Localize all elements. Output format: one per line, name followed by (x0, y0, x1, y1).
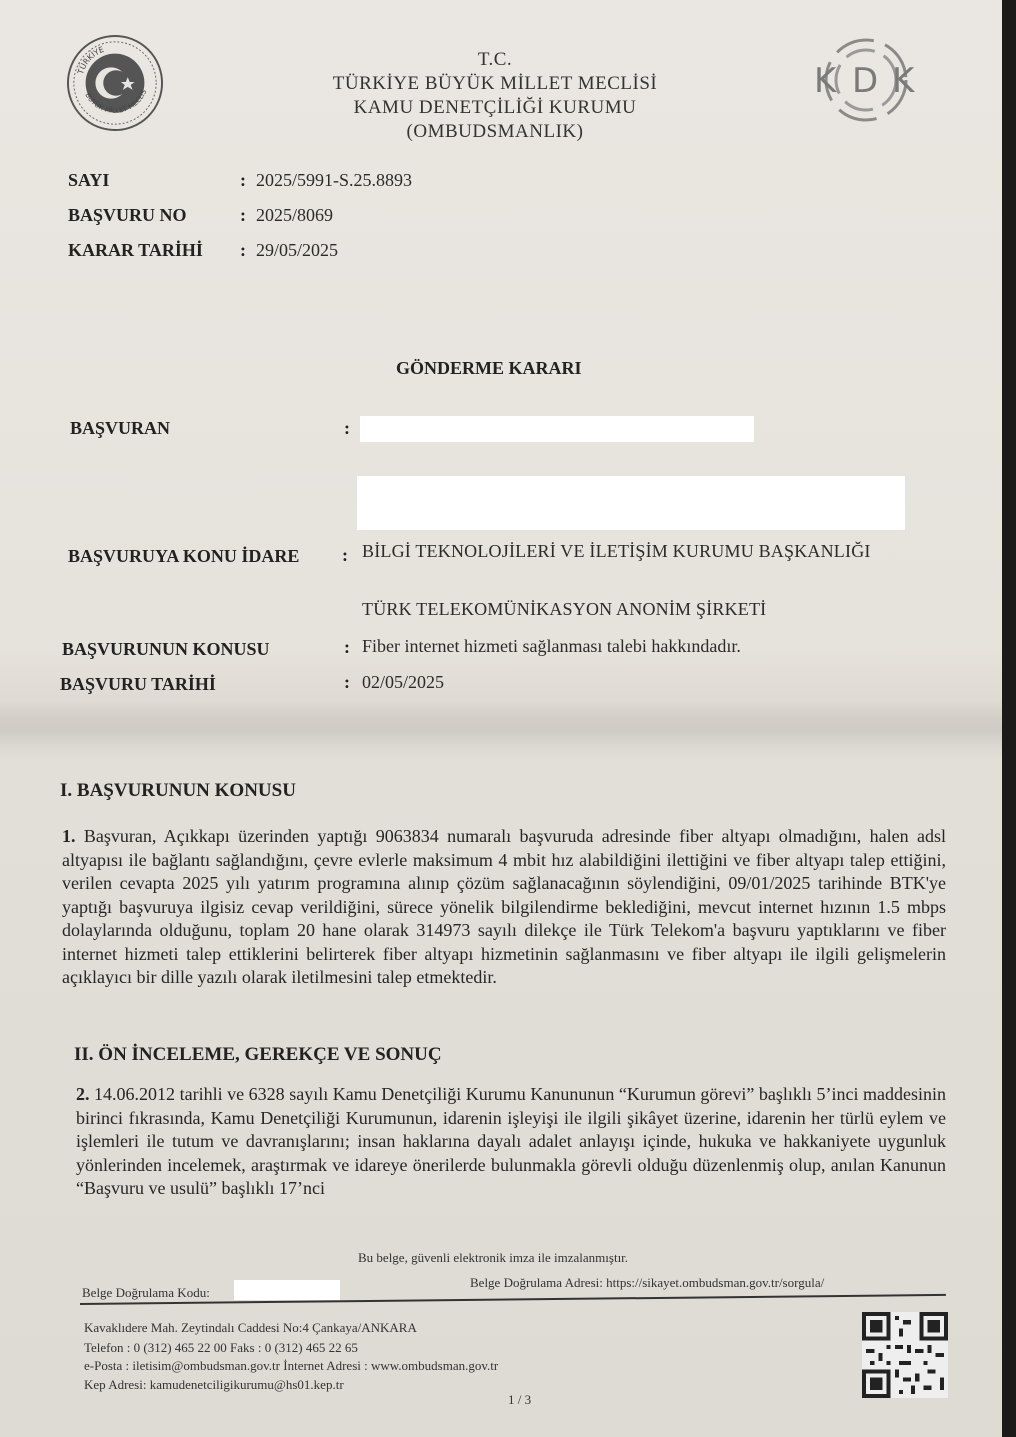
section2-paragraph (76, 1083, 946, 1201)
colon: : (240, 240, 246, 260)
konusu-value: Fiber internet hizmeti sağlanması talebi hakkındadır. (362, 636, 741, 656)
svg-text:K: K (892, 61, 915, 101)
redacted-verification-code (234, 1280, 340, 1300)
header-tbmm: TÜRKİYE BÜYÜK MİLLET MECLİSİ (332, 73, 658, 94)
institution-header (300, 48, 690, 144)
redacted-applicant-address (357, 476, 905, 530)
svg-text:BÜYÜK MİLLET MECLİSİ: BÜYÜK MİLLET MECLİS (83, 88, 149, 115)
background-edge (1002, 0, 1016, 1437)
basvuran-label: BAŞVURAN (70, 418, 171, 438)
section1-text: Başvuran, Açıkkapı üzerinden yaptığı 9063834 numaralı başvuruda adresinde fiber altyapı olmadığını, halen adsl altyapısı ile bağlantı sağlandığını, çevre evlerle maksimum 4 mbit hız alabildiğini ilettiğini ve fiber altyapı talep ettiğini, verilen cevapta 2025 yılı yatırım programına alınıp çözüm sağlanacağının söylendiğini, 09/01/2025 tarihinde BTK'ye yaptığı başvuruya ilgisiz cevap verildiğini, sürece yönelik bilgilendirme beklediğini, mevcut internet hızının 1.5 mbps dolaylarında olduğunu, toplam 20 hane olarak 314973 sayılı dilekçe ile Türk Telekom'a başvuru yaptıklarını ve fiber internet hizmeti talep ettiklerini belirterek fiber altyapı hizmetinin sağlanmasını ve fiber altyapı ile ilgili gelişmelerin açıklayıcı bir dille yazılı olarak iletilmesini talep etmektedir. (62, 826, 947, 987)
colon: : (344, 637, 350, 657)
verification-code-label: Belge Doğrulama Kodu: (82, 1285, 210, 1300)
phone-fax: Telefon : 0 (312) 465 22 00 Faks : 0 (312) 465 22 65 (84, 1340, 358, 1355)
footer-divider (80, 1294, 946, 1305)
page-number: 1 / 3 (508, 1392, 532, 1407)
svg-text:TÜRKİYE: TÜRKİYE (75, 44, 106, 76)
section1-heading: I. BAŞVURUNUN KONUSU (60, 780, 296, 801)
sayi-label: SAYI (68, 170, 110, 190)
paper-fold (0, 700, 1002, 760)
verification-address: Belge Doğrulama Adresi: https://sikayet.ombudsman.gov.tr/sorgula/ (470, 1275, 825, 1290)
colon: : (344, 418, 350, 438)
basvuru-no-label: BAŞVURU NO (68, 205, 187, 225)
header-kdk: KAMU DENETÇİLİĞİ KURUMU (353, 97, 637, 118)
kdk-logo (808, 32, 924, 128)
email-web: e-Posta : iletisim@ombudsman.gov.tr İnternet Adresi : www.ombudsman.gov.tr (84, 1358, 499, 1373)
section1-paragraph (62, 825, 946, 990)
section2-heading: II. ÖN İNCELEME, GEREKÇE VE SONUÇ (74, 1044, 442, 1065)
section2-num: 2. (76, 1084, 90, 1104)
section2-text: 14.06.2012 tarihli ve 6328 sayılı Kamu Denetçiliği Kurumu Kanununun “Kurumun görevi” başlıklı 5’inci maddesinin birinci fıkrasında, Kamu Denetçiliği Kurumunun, idarenin işleyişi ile ilgili şikâyet üzerine, idarenin her türlü eylem ve işlemleri ile tutum ve davranışlarını; insan haklarına dayalı adalet anlayışı içinde, hukuka ve hakkaniyete uygunluk yönlerinden incelemek, araştırmak ve idareye önerilerde bulunmakla görevli olduğu düzenlenmiş olup, anılan Kanunun “Başvuru ve usulü” başlıklı 17’nci (76, 1084, 946, 1198)
konu-idare-value-turk-telekom: TÜRK TELEKOMÜNİKASYON ANONİM ŞİRKETİ (362, 599, 767, 619)
tarih-value: 02/05/2025 (362, 672, 445, 692)
postal-address: Kavaklıdere Mah. Zeytindalı Caddesi No:4 Çankaya/ANKARA (84, 1320, 417, 1335)
konu-idare-value-btk: BİLGİ TEKNOLOJİLERİ VE İLETİŞİM KURUMU BAŞKANLIĞI (362, 541, 871, 561)
redacted-applicant-name (360, 416, 754, 442)
qr-code (862, 1312, 948, 1398)
karar-tarihi-value: 29/05/2025 (256, 240, 339, 260)
section1-num: 1. (62, 826, 76, 846)
tarih-label: BAŞVURU TARİHİ (60, 674, 216, 694)
konusu-label: BAŞVURUNUN KONUSU (62, 639, 270, 659)
document-title: GÖNDERME KARARI (396, 358, 582, 378)
header-ombudsman: (OMBUDSMANLIK) (406, 121, 584, 142)
konu-idare-label: BAŞVURUYA KONU İDARE (68, 546, 300, 566)
karar-tarihi-label: KARAR TARİHİ (68, 240, 203, 260)
tbmm-seal-logo (66, 34, 164, 132)
colon: : (344, 672, 350, 692)
sayi-value: 2025/5991-S.25.8893 (256, 170, 413, 190)
svg-text:K: K (814, 61, 837, 101)
svg-text:D: D (852, 61, 879, 101)
colon: : (240, 170, 246, 190)
colon: : (240, 205, 246, 225)
esign-note: Bu belge, güvenli elektronik imza ile imzalanmıştır. (358, 1250, 629, 1265)
kep-address: Kep Adresi: kamudenetciligikurumu@hs01.kep.tr (84, 1377, 344, 1392)
basvuru-no-value: 2025/8069 (256, 205, 334, 225)
header-tc: T.C. (477, 49, 513, 70)
colon: : (342, 545, 348, 565)
